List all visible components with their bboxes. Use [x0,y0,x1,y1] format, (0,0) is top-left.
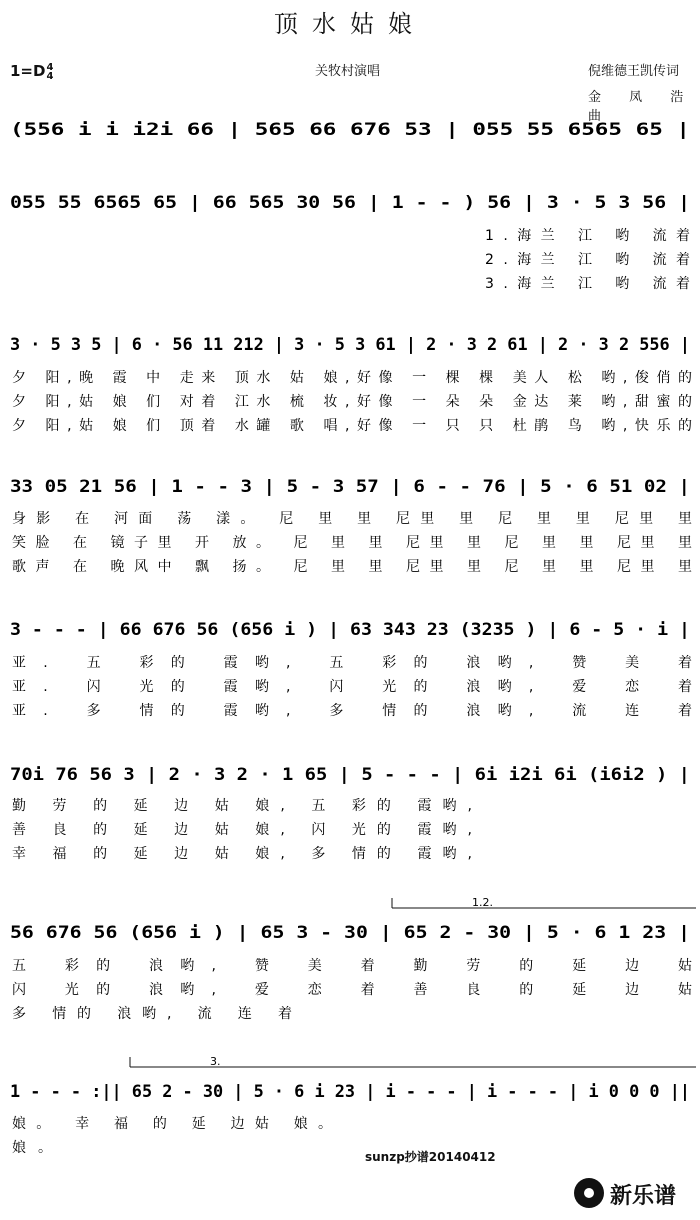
time-signature-top: 4 [46,61,54,73]
lyric-verse-2: 亚. 闪 光的 霞哟, 闪 光的 浪哟, 爱 恋 着 [12,679,693,695]
lyric-verse-1: 娘。 幸 福 的 延 边姑 娘。 [12,1116,332,1132]
brand-logo [570,1176,696,1212]
notation-line: 70i 76 56 3 | 2 · 3 2 · 1 65 | 5 - - - | 6i i2i 6i (i6i2 ) | [10,765,690,785]
score-row [10,120,690,141]
score-row [10,620,692,719]
lyric-verse-3: 亚. 多 情的 霞哟, 多 情的 浪哟, 流 连 着 [12,703,693,719]
score-row [10,1055,696,1156]
lyric-verse-1: 身影 在 河面 荡 漾。 尼 里 里 尼里 里 尼 里 里 尼里 里 [12,511,692,527]
lyric-verse-3: 多 情的 浪哟, 流 连 着 [12,1006,292,1022]
lyric-verse-3: 3.海兰 江 哟 流着 [485,276,690,292]
lyric-verse-2: 2.海兰 江 哟 流着 [485,252,690,268]
score-row [10,335,692,434]
score-row [10,896,696,1022]
notation-line: (556 i i i2i 66 | 565 66 676 53 | 055 55 6565 65 | [10,120,690,140]
score-rows [10,120,696,1156]
notation-line: 1 - - - :|| 65 2 - 30 | 5 · 6 i 23 | i - - - | i - - - | i 0 0 0 || [10,1082,690,1102]
key-signature-text: 1=D [10,62,46,80]
score-row [10,477,692,575]
lyric-verse-2: 娘。 [12,1140,52,1156]
lyric-verse-1: 勤 劳 的 延 边 姑 娘, 五 彩的 霞哟, [12,798,472,814]
record-disc-icon [574,1178,604,1208]
lyric-verse-1: 亚. 五 彩的 霞哟, 五 彩的 浪哟, 赞 美 着 [12,655,693,671]
notation-line: 3 - - - | 66 676 56 (656 i ) | 63 343 23 (3235 ) | 6 - 5 · i | [10,620,690,640]
singer-credit: 关牧村演唱 [315,64,381,79]
lyric-verse-3: 歌声 在 晚风中 飘 扬。 尼 里 里 尼里 里 尼 里 里 尼里 里 [12,559,692,575]
brand-name: 新乐谱 [610,1184,677,1209]
lyric-verse-1: 1.海兰 江 哟 流着 [485,228,690,244]
volta-label: 1.2. [472,896,493,909]
lyricist-credit: 倪维德王凯传词 [588,64,680,79]
lyric-verse-3: 幸 福 的 延 边 姑 娘, 多 情的 霞哟, [12,846,472,862]
lyric-verse-2: 闪 光的 浪哟, 爱 恋 着 善 良 的 延 边 姑 [12,982,693,998]
score-row [10,193,690,292]
lyric-verse-3: 夕 阳,姑 娘 们 顶着 水罐 歌 唱,好像 一 只 只 杜鹃 鸟 哟,快乐的 [12,418,692,434]
volta-label: 3. [210,1055,221,1068]
lyric-verse-1: 夕 阳,晚 霞 中 走来 顶水 姑 娘,好像 一 棵 棵 美人 松 哟,俊俏的 [12,370,692,386]
notation-line: 56 676 56 (656 i ) | 65 3 - 30 | 65 2 - 30 | 5 · 6 1 23 | [10,923,690,943]
composer-credit: 金 凤 浩曲 [588,90,696,124]
notation-line: 055 55 6565 65 | 66 565 30 56 | 1 - - ) 56 | 3 · 5 3 56 | [10,193,690,213]
transcriber-credit: sunzp抄谱20140412 [365,1150,496,1164]
lyric-verse-1: 五 彩的 浪哟, 赞 美 着 勤 劳 的 延 边 姑 [12,958,693,974]
score-row [10,765,690,862]
notation-line: 3 · 5 3 5 | 6 · 56 11 212 | 3 · 5 3 61 | 2 · 3 2 61 | 2 · 3 2 556 | [10,335,690,355]
lyric-verse-2: 夕 阳,姑 娘 们 对着 江水 梳 妆,好像 一 朵 朵 金达 莱 哟,甜蜜的 [12,394,692,410]
time-signature-bottom: 4 [46,70,54,82]
song-title: 顶水姑娘 [274,10,426,38]
lyric-verse-2: 笑脸 在 镜子里 开 放。 尼 里 里 尼里 里 尼 里 里 尼里 里 [12,535,692,551]
notation-line: 33 05 21 56 | 1 - - 3 | 5 - 3 57 | 6 - - 76 | 5 · 6 51 02 | [10,477,691,497]
lyric-verse-2: 善 良 的 延 边 姑 娘, 闪 光的 霞哟, [12,822,472,838]
volta-bracket [392,898,696,908]
